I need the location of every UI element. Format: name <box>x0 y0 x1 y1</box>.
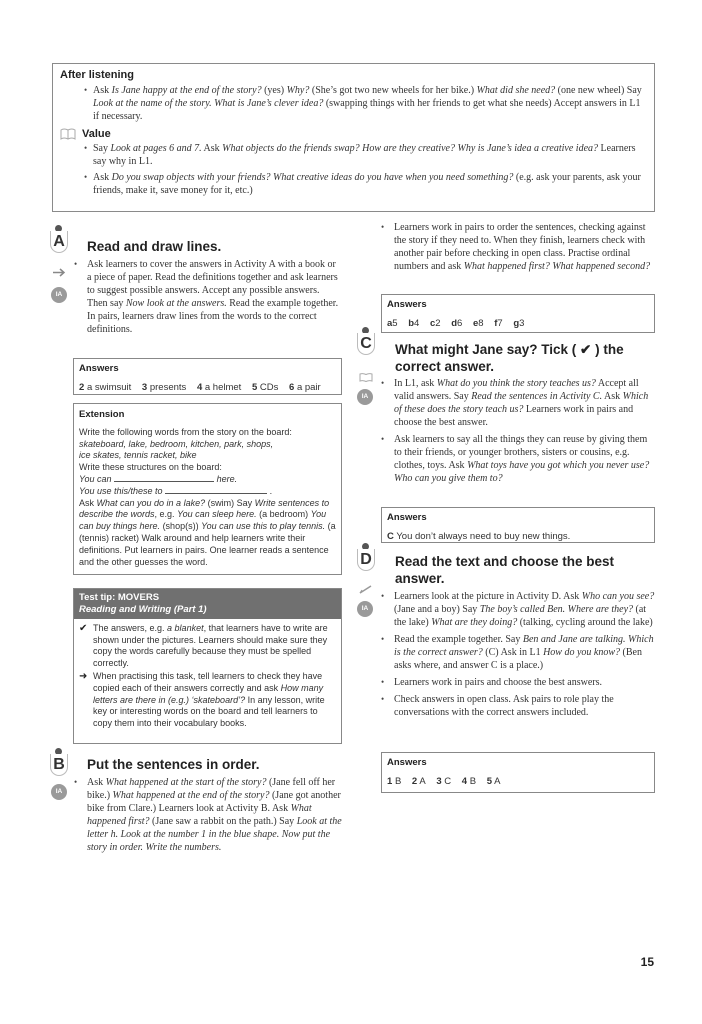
value-bullet: • Say Look at pages 6 and 7. Ask What objects do the friends swap? How are they creative? Why is Jane’s idea a creative idea? Learners say why in L1. <box>60 142 647 168</box>
list-item: • Ask learners to cover the answers in Activity A with a book or a piece of paper. Read the definitions together and ask learners to suggest possible answers. Accept any possible answers. Then say Now look at the answers. Read the example together. In pairs, learners draw lines from the words to the correct definitions. <box>74 258 342 336</box>
tip-row: ✔ The answers, e.g. a blanket, that learners have to write are shown under the pictures. Learners should make sure they copy the words carefully because they must be spelled correctly. <box>79 623 328 668</box>
extension-words: skateboard, lake, bedroom, kitchen, park, shops, <box>79 438 274 449</box>
extension-text: Write these structures on the board: <box>79 462 222 473</box>
extension-title: Extension <box>79 409 125 420</box>
list-item: • Read the example together. Say Ben and Jane are talking. Which is the correct answer? (C) Ask in L1 How do you know? (Ben asks where, and answer C is a place.) <box>381 633 655 672</box>
test-tip-subtitle: Reading and Writing (Part 1) <box>79 604 207 615</box>
section-b-answers <box>381 294 655 333</box>
section-c-answers <box>381 507 655 543</box>
tip-row: ➜ When practising this task, tell learners to check they have copied each of their answers correctly and ask How many letters are there in (e.g.) ‘skateboard’? In any lesson, write key or interesting words on the board and tell learners to copy them into their vocabulary books. <box>79 671 325 728</box>
ia-badge: IA <box>357 389 373 405</box>
extension-text: Ask What can you do in a lake? (swim) Say Write sentences to describe the words, e.g. You can sleep here. (a bedroom) You can buy things here. (shop(s)) You can use this to play tennis. (a (tennis) racket) Walk around and help learners write their definitions. Put learners in pairs. One learner reads a sentence and the other guesses the word. <box>79 497 336 567</box>
section-b-text-continued <box>381 221 655 273</box>
section-a-badge: A <box>50 225 68 255</box>
extension-structure: You can here. <box>79 473 238 484</box>
list-item: • Check answers in open class. Ask pairs to role play the conversations with the correct answers included. <box>381 693 655 719</box>
answers-values: a5 b4 c2 d6 e8 f7 g3 <box>387 318 525 329</box>
ia-badge: IA <box>357 601 373 617</box>
value-heading <box>60 128 647 140</box>
ia-badge: IA <box>51 287 67 303</box>
extension-box <box>73 403 342 575</box>
section-a-text <box>74 258 342 336</box>
after-listening-bullet: • Ask Is Jane happy at the end of the story? (yes) Why? (She’s got two new wheels for her bike.) What did she need? (one new wheel) Say Look at the name of the story. What is Jane’s clever idea? (swapping things with her friends to get what she needs) Accept answers in L1 if necessary. <box>60 84 647 123</box>
extension-words: ice skates, tennis racket, bike <box>79 450 197 461</box>
answers-label: Answers <box>387 757 427 768</box>
section-a-title: Read and draw lines. <box>87 239 222 254</box>
answers-values: C You don’t always need to buy new things. <box>387 531 571 542</box>
list-item: • In L1, ask What do you think the story teaches us? Accept all valid answers. Say Read the sentences in Activity C. Ask Which of these does the story teach us? Learners work in pairs and choose the best answer. <box>381 377 655 429</box>
section-c-text <box>381 377 655 485</box>
list-item: • Learners work in pairs and choose the best answers. <box>381 676 655 689</box>
answers-values: 2 a swimsuit 3 presents 4 a helmet 5 CDs 6 a pair <box>79 382 321 393</box>
arrow-right-icon: ➜ <box>79 671 88 683</box>
check-icon: ✔ <box>79 623 88 634</box>
section-c-badge: C <box>357 327 375 357</box>
page-number: 15 <box>640 955 654 969</box>
test-tip-title: Test tip: MOVERS <box>79 592 160 603</box>
test-tip-header <box>74 589 341 619</box>
section-d-text <box>381 590 655 719</box>
section-a-answers <box>73 358 342 395</box>
extension-structure: You use this/these to . <box>79 485 273 496</box>
answers-label: Answers <box>387 512 427 523</box>
ia-badge: IA <box>51 784 67 800</box>
list-item: • Ask What happened at the start of the story? (Jane fell off her bike.) What happened at the end of the story? (Jane got another bike from Clare.) Learners look at Activity B. Ask What happened first? (Jane saw a rabbit on the path.) Say Look at the letter h. Look at the number 1 in the blue shape. Now put the story in order. Write the numbers. <box>74 776 342 854</box>
test-tip-box <box>73 588 342 744</box>
book-icon <box>359 373 373 382</box>
section-b-title: Put the sentences in order. <box>87 757 260 772</box>
section-d-badge: D <box>357 543 375 573</box>
section-d-answers <box>381 752 655 793</box>
extension-text: Write the following words from the story on the board: <box>79 426 292 437</box>
answers-values: 1 B 2 A 3 C 4 B 5 A <box>387 776 501 787</box>
value-bullet: • Ask Do you swap objects with your friends? What creative ideas do you have when you need something? (e.g. ask your parents, ask your friends, make it, save money for it, etc.) <box>60 171 647 197</box>
section-c-title: What might Jane say? Tick ( ✔ ) the correct answer. <box>395 342 624 374</box>
list-item: • Learners work in pairs to order the sentences, checking against the story if they need to. When they finish, learners check with another pair before checking in open class. Practise ordinal numbers and ask What happened first? What happened second? <box>381 221 655 273</box>
after-listening-box <box>52 63 655 212</box>
list-item: • Ask learners to say all the things they can reuse by giving them to their friends, or younger brothers, sisters or cousins, e.g. clothes, toys. Ask What toys have you got which you never use? Who can you give them to? <box>381 433 655 485</box>
arrow-icon <box>53 268 67 277</box>
section-b-text <box>74 776 342 854</box>
section-d-title: Read the text and choose the best answer. <box>395 554 615 586</box>
answers-label: Answers <box>79 363 119 374</box>
book-icon <box>60 128 76 140</box>
value-title: Value <box>82 128 111 140</box>
section-b-badge: B <box>50 748 68 778</box>
list-item: • Learners look at the picture in Activity D. Ask Who can you see? (Jane and a boy) Say The boy’s called Ben. Where are they? (at the lake) What are they doing? (talking, cycling around the lake) <box>381 590 655 629</box>
answers-label: Answers <box>387 299 427 310</box>
after-listening-title: After listening <box>60 69 134 81</box>
pencil-icon <box>359 585 373 594</box>
